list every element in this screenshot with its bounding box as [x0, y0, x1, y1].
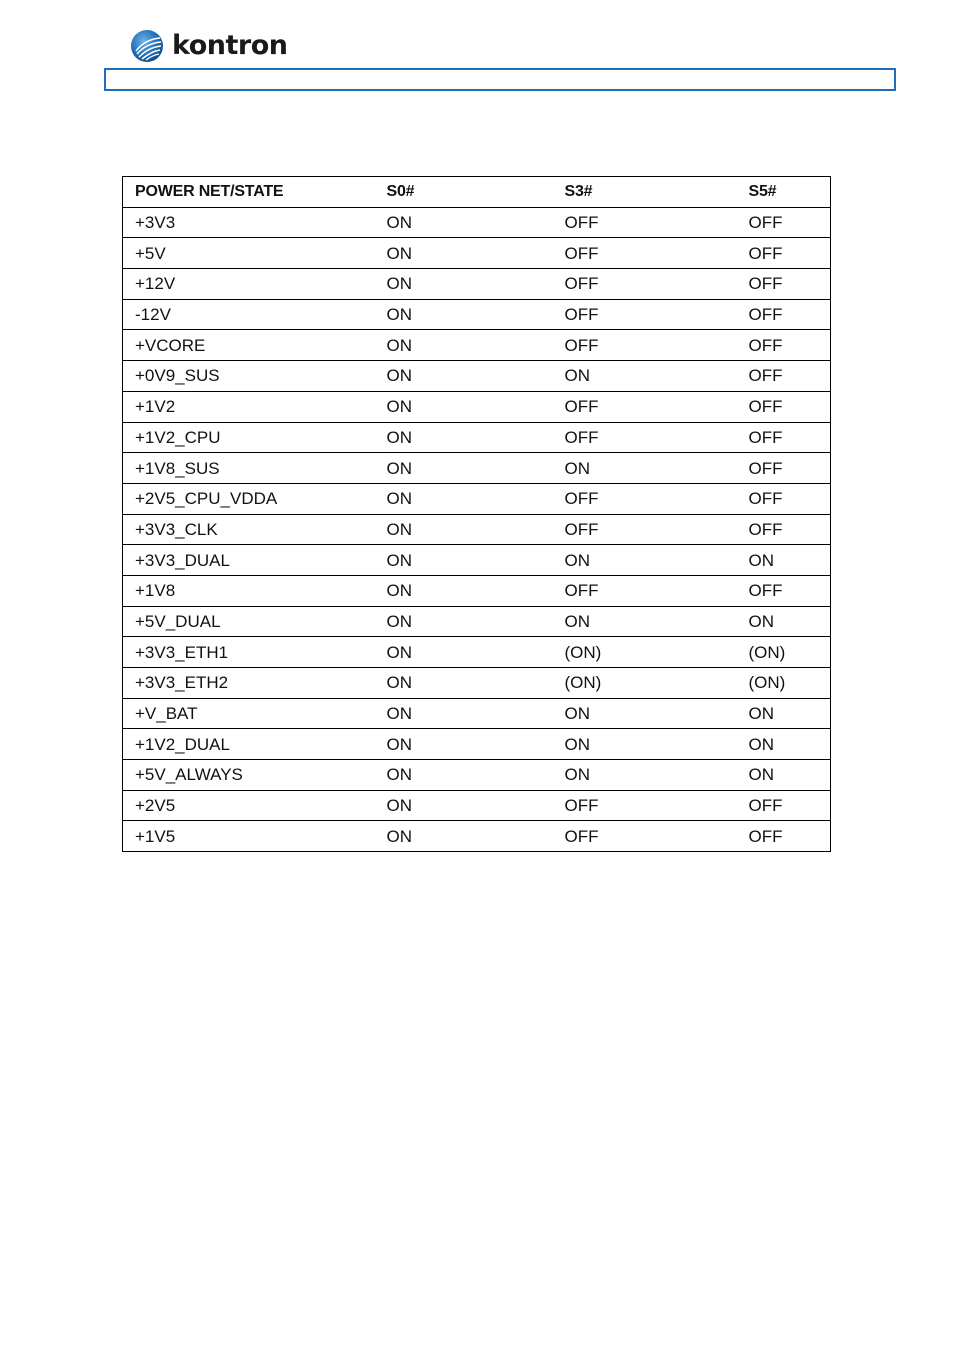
s3-cell: ON	[553, 698, 737, 729]
s0-cell: ON	[375, 698, 553, 729]
table-row	[123, 606, 831, 637]
power-net-cell: +5V_ALWAYS	[123, 760, 375, 791]
power-net-cell: +VCORE	[123, 330, 375, 361]
table-header-row	[123, 177, 831, 208]
s0-cell: ON	[375, 606, 553, 637]
table-row	[123, 514, 831, 545]
s5-cell: OFF	[737, 207, 831, 238]
s3-cell: OFF	[553, 422, 737, 453]
power-net-cell: +3V3_ETH1	[123, 637, 375, 668]
s5-cell: OFF	[737, 483, 831, 514]
power-net-cell: +1V8	[123, 575, 375, 606]
table-row	[123, 238, 831, 269]
table-row	[123, 269, 831, 300]
s3-cell: OFF	[553, 269, 737, 300]
s5-cell: OFF	[737, 514, 831, 545]
s3-cell: OFF	[553, 514, 737, 545]
table-row	[123, 483, 831, 514]
s5-cell: ON	[737, 698, 831, 729]
s3-cell: OFF	[553, 790, 737, 821]
power-net-cell: +2V5	[123, 790, 375, 821]
power-net-cell: +12V	[123, 269, 375, 300]
table-row	[123, 330, 831, 361]
s3-cell: ON	[553, 606, 737, 637]
s3-cell: ON	[553, 729, 737, 760]
s3-cell: ON	[553, 361, 737, 392]
s3-cell: OFF	[553, 238, 737, 269]
s0-cell: ON	[375, 575, 553, 606]
s0-cell: ON	[375, 299, 553, 330]
table-row	[123, 698, 831, 729]
s5-cell: OFF	[737, 269, 831, 300]
s5-cell: OFF	[737, 361, 831, 392]
table-row	[123, 299, 831, 330]
table-row	[123, 422, 831, 453]
brand-name: kontron	[172, 30, 288, 61]
s0-cell: ON	[375, 269, 553, 300]
s3-cell: OFF	[553, 575, 737, 606]
s5-cell: OFF	[737, 238, 831, 269]
s3-cell: (ON)	[553, 637, 737, 668]
power-net-cell: +0V9_SUS	[123, 361, 375, 392]
table-row	[123, 575, 831, 606]
power-net-cell: +5V	[123, 238, 375, 269]
kontron-logo	[130, 28, 288, 64]
table-row	[123, 453, 831, 484]
table-row	[123, 207, 831, 238]
s0-cell: ON	[375, 637, 553, 668]
s5-cell: OFF	[737, 330, 831, 361]
s0-cell: ON	[375, 330, 553, 361]
s0-cell: ON	[375, 361, 553, 392]
s0-cell: ON	[375, 207, 553, 238]
s5-cell: ON	[737, 760, 831, 791]
s0-cell: ON	[375, 483, 553, 514]
table-row	[123, 790, 831, 821]
power-net-cell: +1V2	[123, 391, 375, 422]
s3-cell: ON	[553, 545, 737, 576]
s3-cell: OFF	[553, 391, 737, 422]
s0-cell: ON	[375, 668, 553, 699]
header-s0: S0#	[375, 177, 553, 208]
s5-cell: OFF	[737, 453, 831, 484]
s0-cell: ON	[375, 238, 553, 269]
power-net-cell: +3V3	[123, 207, 375, 238]
power-net-cell: +3V3_ETH2	[123, 668, 375, 699]
table-row	[123, 637, 831, 668]
s0-cell: ON	[375, 514, 553, 545]
s5-cell: ON	[737, 729, 831, 760]
power-net-cell: +2V5_CPU_VDDA	[123, 483, 375, 514]
power-net-cell: +3V3_CLK	[123, 514, 375, 545]
s0-cell: ON	[375, 453, 553, 484]
s0-cell: ON	[375, 821, 553, 852]
s5-cell: OFF	[737, 299, 831, 330]
power-net-cell: -12V	[123, 299, 375, 330]
s0-cell: ON	[375, 545, 553, 576]
s3-cell: ON	[553, 453, 737, 484]
s3-cell: OFF	[553, 207, 737, 238]
s3-cell: OFF	[553, 821, 737, 852]
s5-cell: ON	[737, 606, 831, 637]
s3-cell: OFF	[553, 330, 737, 361]
power-net-cell: +1V2_CPU	[123, 422, 375, 453]
s5-cell: ON	[737, 545, 831, 576]
power-state-table	[122, 176, 831, 852]
table-row	[123, 821, 831, 852]
power-net-cell: +1V5	[123, 821, 375, 852]
header-bar	[104, 68, 896, 91]
table-row	[123, 391, 831, 422]
s3-cell: ON	[553, 760, 737, 791]
table-row	[123, 668, 831, 699]
table-row	[123, 729, 831, 760]
s0-cell: ON	[375, 729, 553, 760]
header-s3: S3#	[553, 177, 737, 208]
s3-cell: (ON)	[553, 668, 737, 699]
power-net-cell: +5V_DUAL	[123, 606, 375, 637]
header-power-net-state: POWER NET/STATE	[123, 177, 375, 208]
power-net-cell: +1V8_SUS	[123, 453, 375, 484]
s5-cell: (ON)	[737, 668, 831, 699]
power-net-cell: +3V3_DUAL	[123, 545, 375, 576]
s0-cell: ON	[375, 760, 553, 791]
s5-cell: OFF	[737, 790, 831, 821]
s5-cell: OFF	[737, 422, 831, 453]
table-row	[123, 361, 831, 392]
s0-cell: ON	[375, 422, 553, 453]
kontron-globe-icon	[130, 29, 164, 63]
s5-cell: OFF	[737, 575, 831, 606]
header-s5: S5#	[737, 177, 831, 208]
s3-cell: OFF	[553, 483, 737, 514]
table-row	[123, 760, 831, 791]
s5-cell: OFF	[737, 391, 831, 422]
power-net-cell: +1V2_DUAL	[123, 729, 375, 760]
s0-cell: ON	[375, 790, 553, 821]
table-row	[123, 545, 831, 576]
power-net-cell: +V_BAT	[123, 698, 375, 729]
s5-cell: OFF	[737, 821, 831, 852]
s5-cell: (ON)	[737, 637, 831, 668]
s3-cell: OFF	[553, 299, 737, 330]
s0-cell: ON	[375, 391, 553, 422]
